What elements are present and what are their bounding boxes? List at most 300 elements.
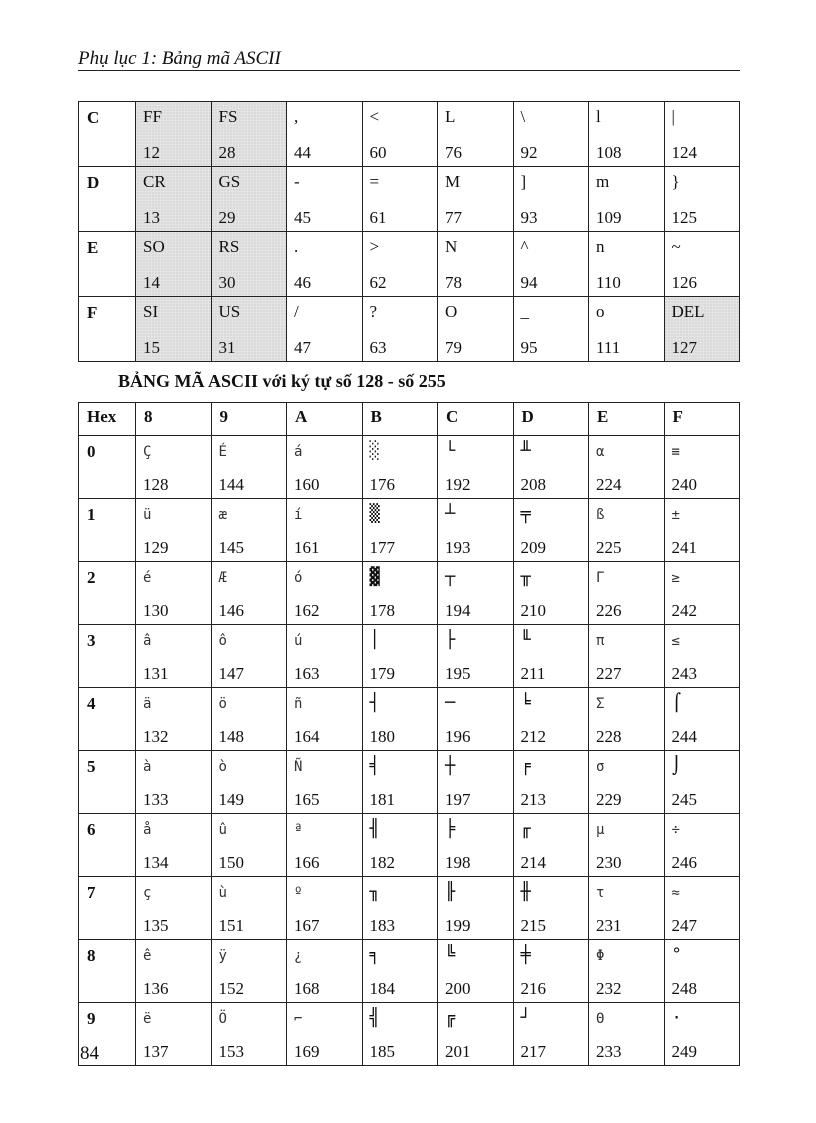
column-header: C (438, 403, 514, 436)
cell-content (589, 751, 664, 813)
char-code: 15 (143, 338, 160, 357)
ascii-cell (664, 562, 740, 625)
ascii-cell (362, 940, 438, 1003)
cell-content (438, 1003, 513, 1065)
char-glyph: = (369, 172, 380, 191)
ascii-cell (287, 436, 363, 499)
char-code: 211 (520, 664, 546, 683)
table-row (79, 167, 740, 232)
char-glyph: ╡ (369, 756, 380, 776)
ascii-cell (664, 688, 740, 751)
cell-content (665, 167, 740, 231)
char-glyph: . (294, 237, 299, 256)
cell-content (665, 499, 740, 561)
cell-content (363, 940, 438, 1002)
char-code: 192 (445, 475, 471, 494)
char-glyph: ┼ (445, 756, 456, 776)
char-glyph: ^ (520, 237, 529, 256)
ascii-cell (287, 625, 363, 688)
cell-content (514, 167, 589, 231)
char-glyph: ≡ (671, 444, 680, 460)
char-glyph: â (143, 633, 152, 649)
char-code: 136 (143, 979, 169, 998)
cell-content (136, 297, 211, 361)
char-code: 195 (445, 664, 471, 683)
char-glyph: ┘ (520, 1008, 531, 1028)
char-code: 179 (369, 664, 395, 683)
char-code: 213 (520, 790, 546, 809)
char-glyph: ─ (445, 693, 456, 713)
ascii-cell (211, 499, 287, 562)
char-code: 63 (369, 338, 387, 357)
char-code: 165 (294, 790, 320, 809)
ascii-cell (136, 499, 212, 562)
char-code: 184 (369, 979, 395, 998)
char-glyph: ç (143, 885, 152, 901)
cell-content (589, 1003, 664, 1065)
char-glyph: ┬ (445, 567, 456, 587)
char-glyph: ╫ (520, 882, 531, 902)
ascii-cell (513, 814, 589, 877)
ascii-cell (211, 625, 287, 688)
char-code: 150 (218, 853, 244, 872)
table-row (79, 562, 740, 625)
cell-content (589, 499, 664, 561)
ascii-cell (136, 232, 212, 297)
ascii-cell (211, 940, 287, 1003)
char-code: 164 (294, 727, 320, 746)
ascii-cell (362, 751, 438, 814)
char-glyph: ┴ (445, 504, 456, 524)
cell-content (212, 297, 287, 361)
ascii-cell (589, 436, 665, 499)
cell-content (665, 1003, 740, 1065)
char-glyph: ü (143, 507, 152, 523)
char-code: 201 (445, 1042, 471, 1061)
ascii-cell (589, 1003, 665, 1066)
row-hex-label: D (79, 167, 136, 232)
char-code: 137 (143, 1042, 169, 1061)
char-code: 224 (596, 475, 622, 494)
row-hex-label: 8 (79, 940, 136, 1003)
cell-content (589, 877, 664, 939)
ascii-cell (211, 297, 287, 362)
char-glyph: ╚ (445, 945, 456, 965)
char-code: 44 (294, 143, 311, 162)
char-code: 216 (520, 979, 546, 998)
cell-content (438, 167, 513, 231)
table2-title: BẢNG MÃ ASCII với ký tự số 128 - số 255 (118, 371, 446, 391)
char-glyph: ~ (671, 237, 681, 256)
cell-content (665, 940, 740, 1002)
row-hex-label: 6 (79, 814, 136, 877)
ascii-cell (513, 232, 589, 297)
ascii-cell (513, 102, 589, 167)
cell-content (212, 102, 287, 166)
cell-content (363, 167, 438, 231)
ascii-cell (136, 625, 212, 688)
char-glyph: - (294, 172, 300, 191)
char-glyph: ├ (445, 630, 456, 650)
char-glyph: ▓ (369, 567, 380, 587)
char-code: 178 (369, 601, 395, 620)
char-glyph: \ (520, 107, 526, 126)
ascii-cell (362, 814, 438, 877)
char-glyph: ≈ (671, 885, 680, 901)
cell-content (136, 688, 211, 750)
ascii-cell (362, 499, 438, 562)
ascii-cell (438, 167, 514, 232)
char-glyph: ⌠ (671, 693, 682, 713)
cell-content (212, 436, 287, 498)
cell-content (665, 232, 740, 296)
char-code: 194 (445, 601, 471, 620)
char-glyph: ä (143, 696, 152, 712)
ascii-cell (136, 940, 212, 1003)
cell-content (438, 940, 513, 1002)
char-code: 45 (294, 208, 311, 227)
ascii-cell (362, 436, 438, 499)
cell-content (212, 167, 287, 231)
char-glyph: , (294, 107, 299, 126)
char-code: 193 (445, 538, 471, 557)
char-code: 92 (520, 143, 538, 162)
cell-content (514, 499, 589, 561)
char-glyph: ╤ (520, 504, 531, 524)
char-glyph: ╢ (369, 819, 380, 839)
char-glyph: └ (445, 441, 456, 461)
char-glyph: ÿ (218, 948, 227, 964)
table-row (79, 499, 740, 562)
char-code: 14 (143, 273, 160, 292)
cell-content (665, 877, 740, 939)
cell-content (438, 436, 513, 498)
cell-content (363, 751, 438, 813)
char-glyph: ó (294, 570, 303, 586)
char-code: 208 (520, 475, 546, 494)
ascii-cell (513, 167, 589, 232)
ascii-cell (211, 232, 287, 297)
char-glyph: à (143, 759, 152, 775)
char-code: 46 (294, 273, 311, 292)
cell-content (589, 232, 664, 296)
cell-content (136, 436, 211, 498)
char-glyph: ╒ (520, 756, 531, 776)
ascii-cell (664, 751, 740, 814)
ascii-cell (211, 877, 287, 940)
column-header: E (589, 403, 665, 436)
char-glyph: ö (218, 696, 227, 712)
ascii-cell (513, 562, 589, 625)
char-code: 241 (671, 538, 697, 557)
char-code: 76 (445, 143, 462, 162)
cell-content (514, 562, 589, 624)
ascii-cell (362, 102, 438, 167)
char-glyph: æ (218, 507, 227, 523)
ascii-cell (362, 625, 438, 688)
cell-content (287, 436, 362, 498)
ascii-cell (438, 297, 514, 362)
char-code: 229 (596, 790, 622, 809)
row-hex-label: 4 (79, 688, 136, 751)
char-code: 146 (218, 601, 244, 620)
char-code: 30 (218, 273, 236, 292)
cell-content (514, 877, 589, 939)
char-code: 147 (218, 664, 244, 683)
cell-content (363, 102, 438, 166)
ascii-cell (513, 940, 589, 1003)
column-header: A (287, 403, 363, 436)
cell-content (438, 499, 513, 561)
hex-column-header: Hex (79, 403, 136, 436)
char-code: 110 (596, 273, 621, 292)
char-glyph: | (671, 107, 675, 126)
ascii-cell (664, 297, 740, 362)
ascii-cell (438, 562, 514, 625)
cell-content (136, 102, 211, 166)
cell-content (136, 877, 211, 939)
char-code: 162 (294, 601, 320, 620)
ascii-cell (438, 688, 514, 751)
char-code: 210 (520, 601, 546, 620)
ascii-cell (589, 814, 665, 877)
ascii-cell (589, 232, 665, 297)
char-glyph: í (294, 507, 303, 523)
ascii-cell (438, 1003, 514, 1066)
char-code: 95 (520, 338, 538, 357)
char-code: 134 (143, 853, 169, 872)
ascii-cell (664, 232, 740, 297)
char-glyph: Σ (596, 696, 605, 712)
cell-content (363, 814, 438, 876)
char-code: 243 (671, 664, 697, 683)
cell-content (363, 232, 438, 296)
ascii-cell (589, 751, 665, 814)
char-glyph: ╪ (520, 945, 531, 965)
ascii-cell (287, 814, 363, 877)
ascii-cell (438, 232, 514, 297)
char-code: 148 (218, 727, 244, 746)
char-glyph: ▒ (369, 504, 380, 524)
char-glyph: } (671, 172, 680, 191)
ascii-cell (589, 499, 665, 562)
char-code: 196 (445, 727, 471, 746)
ascii-cell (136, 102, 212, 167)
ascii-cell (211, 751, 287, 814)
column-header: 9 (211, 403, 287, 436)
char-glyph: ╖ (369, 882, 380, 902)
char-code: 62 (369, 273, 387, 292)
cell-content (287, 297, 362, 361)
ascii-cell (362, 297, 438, 362)
cell-content (212, 232, 287, 296)
cell-content (514, 297, 589, 361)
char-code: 152 (218, 979, 244, 998)
char-glyph: SI (143, 302, 159, 321)
ascii-cell (589, 562, 665, 625)
ascii-cell (664, 436, 740, 499)
char-code: 161 (294, 538, 320, 557)
char-glyph: Ö (218, 1011, 227, 1027)
char-glyph: ╞ (445, 819, 456, 839)
char-glyph: ╓ (520, 819, 531, 839)
ascii-cell (362, 232, 438, 297)
cell-content (363, 562, 438, 624)
char-code: 183 (369, 916, 395, 935)
char-glyph: ë (143, 1011, 152, 1027)
table-row (79, 688, 740, 751)
table-row (79, 232, 740, 297)
ascii-cell (438, 436, 514, 499)
char-code: 127 (671, 338, 697, 357)
cell-content (212, 877, 287, 939)
char-glyph: < (369, 107, 380, 126)
ascii-cell (362, 688, 438, 751)
char-code: 180 (369, 727, 395, 746)
char-code: 28 (218, 143, 236, 162)
column-header: D (513, 403, 589, 436)
char-code: 232 (596, 979, 622, 998)
char-glyph: Θ (596, 1011, 605, 1027)
char-glyph: º (294, 885, 303, 901)
ascii-cell (664, 814, 740, 877)
cell-content (514, 940, 589, 1002)
char-code: 145 (218, 538, 244, 557)
char-glyph: á (294, 444, 303, 460)
char-code: 212 (520, 727, 546, 746)
char-code: 233 (596, 1042, 622, 1061)
row-hex-label: 9 (79, 1003, 136, 1066)
char-glyph: ñ (294, 696, 303, 712)
row-hex-label: 0 (79, 436, 136, 499)
char-glyph: ≤ (671, 633, 680, 649)
cell-content (287, 499, 362, 561)
cell-content (665, 688, 740, 750)
char-code: 131 (143, 664, 169, 683)
cell-content (136, 499, 211, 561)
row-hex-label: E (79, 232, 136, 297)
cell-content (363, 436, 438, 498)
cell-content (589, 625, 664, 687)
char-code: 12 (143, 143, 160, 162)
char-code: 242 (671, 601, 697, 620)
char-code: 198 (445, 853, 471, 872)
char-code: 244 (671, 727, 697, 746)
char-code: 177 (369, 538, 395, 557)
char-glyph: ≥ (671, 570, 680, 586)
ascii-cell (589, 625, 665, 688)
char-code: 151 (218, 916, 244, 935)
cell-content (438, 625, 513, 687)
ascii-cell (211, 102, 287, 167)
cell-content (438, 102, 513, 166)
char-code: 135 (143, 916, 169, 935)
cell-content (589, 436, 664, 498)
ascii-cell (136, 167, 212, 232)
char-code: 176 (369, 475, 395, 494)
ascii-cell (287, 1003, 363, 1066)
char-code: 169 (294, 1042, 320, 1061)
char-glyph: É (218, 444, 227, 460)
char-glyph: Æ (218, 570, 227, 586)
char-glyph: ? (369, 302, 378, 321)
char-code: 128 (143, 475, 169, 494)
cell-content (514, 436, 589, 498)
char-code: 149 (218, 790, 244, 809)
char-glyph: ÷ (671, 822, 680, 838)
ascii-cell (136, 877, 212, 940)
char-code: 125 (671, 208, 697, 227)
char-glyph: ù (218, 885, 227, 901)
ascii-cell (513, 1003, 589, 1066)
row-hex-label: 1 (79, 499, 136, 562)
cell-content (438, 751, 513, 813)
cell-content (438, 688, 513, 750)
row-hex-label: F (79, 297, 136, 362)
char-glyph: │ (369, 630, 380, 650)
char-glyph: σ (596, 759, 605, 775)
cell-content (589, 940, 664, 1002)
ascii-cell (287, 751, 363, 814)
char-code: 130 (143, 601, 169, 620)
char-code: 93 (520, 208, 538, 227)
char-glyph: ░ (369, 441, 380, 461)
cell-content (136, 562, 211, 624)
ascii-cell (513, 877, 589, 940)
char-glyph: n (596, 237, 605, 256)
char-code: 129 (143, 538, 169, 557)
table-row (79, 625, 740, 688)
char-code: 108 (596, 143, 622, 162)
cell-content (665, 562, 740, 624)
ascii-cell (287, 499, 363, 562)
char-code: 181 (369, 790, 395, 809)
table-row (79, 436, 740, 499)
row-hex-label: 5 (79, 751, 136, 814)
cell-content (136, 1003, 211, 1065)
cell-content (438, 297, 513, 361)
char-code: 144 (218, 475, 244, 494)
cell-content (665, 102, 740, 166)
char-glyph: ⌡ (671, 756, 682, 776)
char-glyph: FF (143, 107, 162, 126)
char-glyph: O (445, 302, 458, 321)
cell-content (514, 814, 589, 876)
ascii-cell (438, 625, 514, 688)
ascii-cell (664, 1003, 740, 1066)
char-code: 231 (596, 916, 622, 935)
ascii-cell (664, 499, 740, 562)
ascii-cell (136, 688, 212, 751)
char-code: 109 (596, 208, 622, 227)
char-glyph: N (445, 237, 458, 256)
ascii-cell (136, 297, 212, 362)
ascii-cell (362, 877, 438, 940)
ascii-cell (211, 688, 287, 751)
table-row (79, 751, 740, 814)
cell-content (287, 562, 362, 624)
char-code: 153 (218, 1042, 244, 1061)
char-glyph: M (445, 172, 461, 191)
char-glyph: l (596, 107, 601, 126)
char-code: 217 (520, 1042, 546, 1061)
ascii-cell (513, 499, 589, 562)
char-glyph: ╕ (369, 945, 380, 965)
char-code: 214 (520, 853, 546, 872)
table-row (79, 102, 740, 167)
char-glyph: ⌐ (294, 1011, 303, 1027)
char-glyph: m (596, 172, 610, 191)
